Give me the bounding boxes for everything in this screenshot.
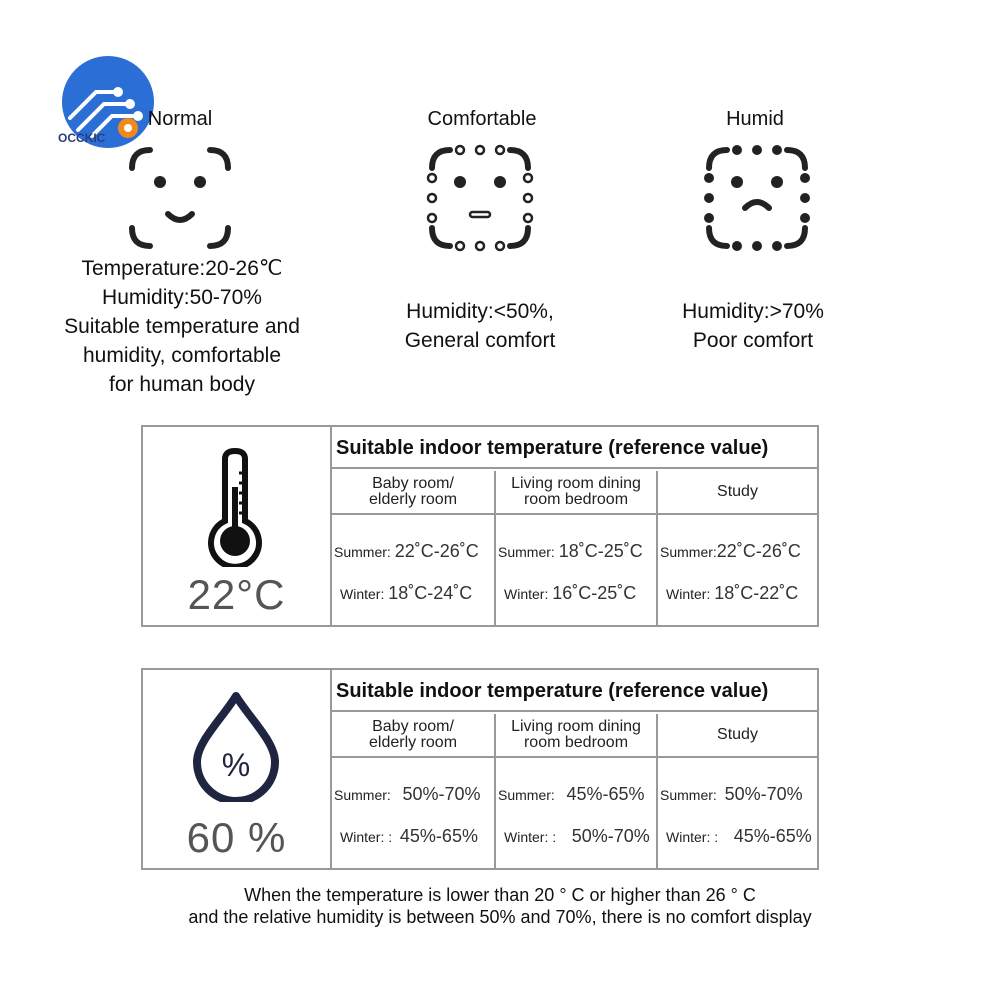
humidity-panel-title: Suitable indoor temperature (reference value) — [332, 670, 817, 712]
normal-description — [40, 254, 324, 399]
humid-description — [640, 297, 866, 355]
row-value: 45%-65% — [399, 826, 478, 846]
row-label: Winter: : — [504, 829, 557, 845]
row-value: 50%-70% — [402, 784, 481, 804]
living-room-values — [496, 758, 658, 868]
row-label: Summer: — [660, 544, 717, 560]
comfortable-line: General comfort — [404, 329, 556, 352]
study-values — [658, 515, 817, 625]
humidity-icon-cell — [143, 670, 332, 868]
row-value: 18˚C-22˚C — [714, 583, 799, 603]
baby-room-values — [332, 515, 496, 625]
column-baby-room: Baby room/ elderly room — [332, 714, 496, 758]
study-values — [658, 758, 817, 868]
normal-face-icon — [126, 144, 234, 252]
summer-row — [334, 541, 494, 562]
temperature-panel — [141, 425, 819, 627]
comfortable-face-icon — [426, 144, 534, 252]
state-title-humid: Humid — [726, 108, 784, 130]
normal-line: Humidity:50-70% — [102, 286, 262, 309]
humid-line: Humidity:>70% — [682, 300, 824, 323]
row-label: Winter: — [666, 586, 711, 602]
row-value: 50%-70% — [724, 784, 803, 804]
winter-row — [666, 583, 817, 604]
winter-row — [504, 826, 656, 847]
row-value: 45%-65% — [566, 784, 645, 804]
summer-row — [660, 541, 817, 562]
summer-row — [498, 784, 656, 805]
logo-text: OCCKIC — [58, 131, 106, 145]
column-study: Study — [658, 714, 817, 758]
winter-row — [504, 583, 656, 604]
state-normal — [140, 108, 220, 131]
svg-text:%: % — [221, 747, 251, 783]
footer-line-1: When the temperature is lower than 20 ° C or higher than 26 ° C — [244, 885, 756, 905]
row-label: Summer: — [660, 787, 717, 803]
column-living-room: Living room dining room bedroom — [496, 714, 658, 758]
normal-line: Temperature:20-26℃ — [81, 257, 283, 280]
row-value: 22˚C-26˚C — [394, 541, 479, 561]
living-room-values — [496, 515, 658, 625]
summer-row — [660, 784, 817, 805]
thermometer-icon — [205, 447, 265, 567]
footer-note — [0, 884, 1000, 928]
temperature-value: 22°C — [187, 571, 286, 618]
comfortable-description — [360, 297, 600, 355]
winter-row — [340, 583, 494, 604]
humidity-value: 60 % — [186, 814, 287, 861]
row-value: 16˚C-25˚C — [552, 583, 637, 603]
state-humid — [705, 108, 805, 131]
column-living-room: Living room dining room bedroom — [496, 471, 658, 515]
state-title-normal: Normal — [147, 108, 213, 130]
comfortable-line: Humidity:<50%, — [406, 300, 554, 323]
row-label: Winter: — [504, 586, 549, 602]
winter-row — [340, 826, 494, 847]
row-label: Summer: — [498, 787, 555, 803]
winter-row — [666, 826, 817, 847]
row-value: 18˚C-24˚C — [388, 583, 473, 603]
summer-row — [498, 541, 656, 562]
row-value: 22˚C-26˚C — [716, 541, 801, 561]
water-drop-icon — [191, 690, 281, 802]
humid-face-icon — [703, 144, 811, 252]
row-label: Winter: : — [666, 829, 719, 845]
row-value: 50%-70% — [571, 826, 650, 846]
row-label: Winter: — [340, 586, 385, 602]
temperature-panel-title: Suitable indoor temperature (reference value) — [332, 427, 817, 469]
temperature-icon-cell — [143, 427, 332, 625]
row-label: Summer: — [334, 787, 391, 803]
humid-line: Poor comfort — [692, 329, 814, 352]
normal-line: humidity, comfortable — [82, 344, 282, 367]
state-comfortable — [402, 108, 562, 131]
humidity-panel — [141, 668, 819, 870]
column-study: Study — [658, 471, 817, 515]
normal-line: Suitable temperature and — [64, 315, 300, 338]
row-value: 18˚C-25˚C — [558, 541, 643, 561]
row-label: Summer: — [334, 544, 391, 560]
summer-row — [334, 784, 494, 805]
row-value: 45%-65% — [733, 826, 812, 846]
baby-room-values — [332, 758, 496, 868]
row-label: Winter: : — [340, 829, 393, 845]
column-baby-room: Baby room/ elderly room — [332, 471, 496, 515]
normal-line: for human body — [109, 373, 255, 396]
state-title-comfortable: Comfortable — [427, 108, 537, 130]
row-label: Summer: — [498, 544, 555, 560]
footer-line-2: and the relative humidity is between 50% and 70%, there is no comfort display — [188, 907, 812, 927]
